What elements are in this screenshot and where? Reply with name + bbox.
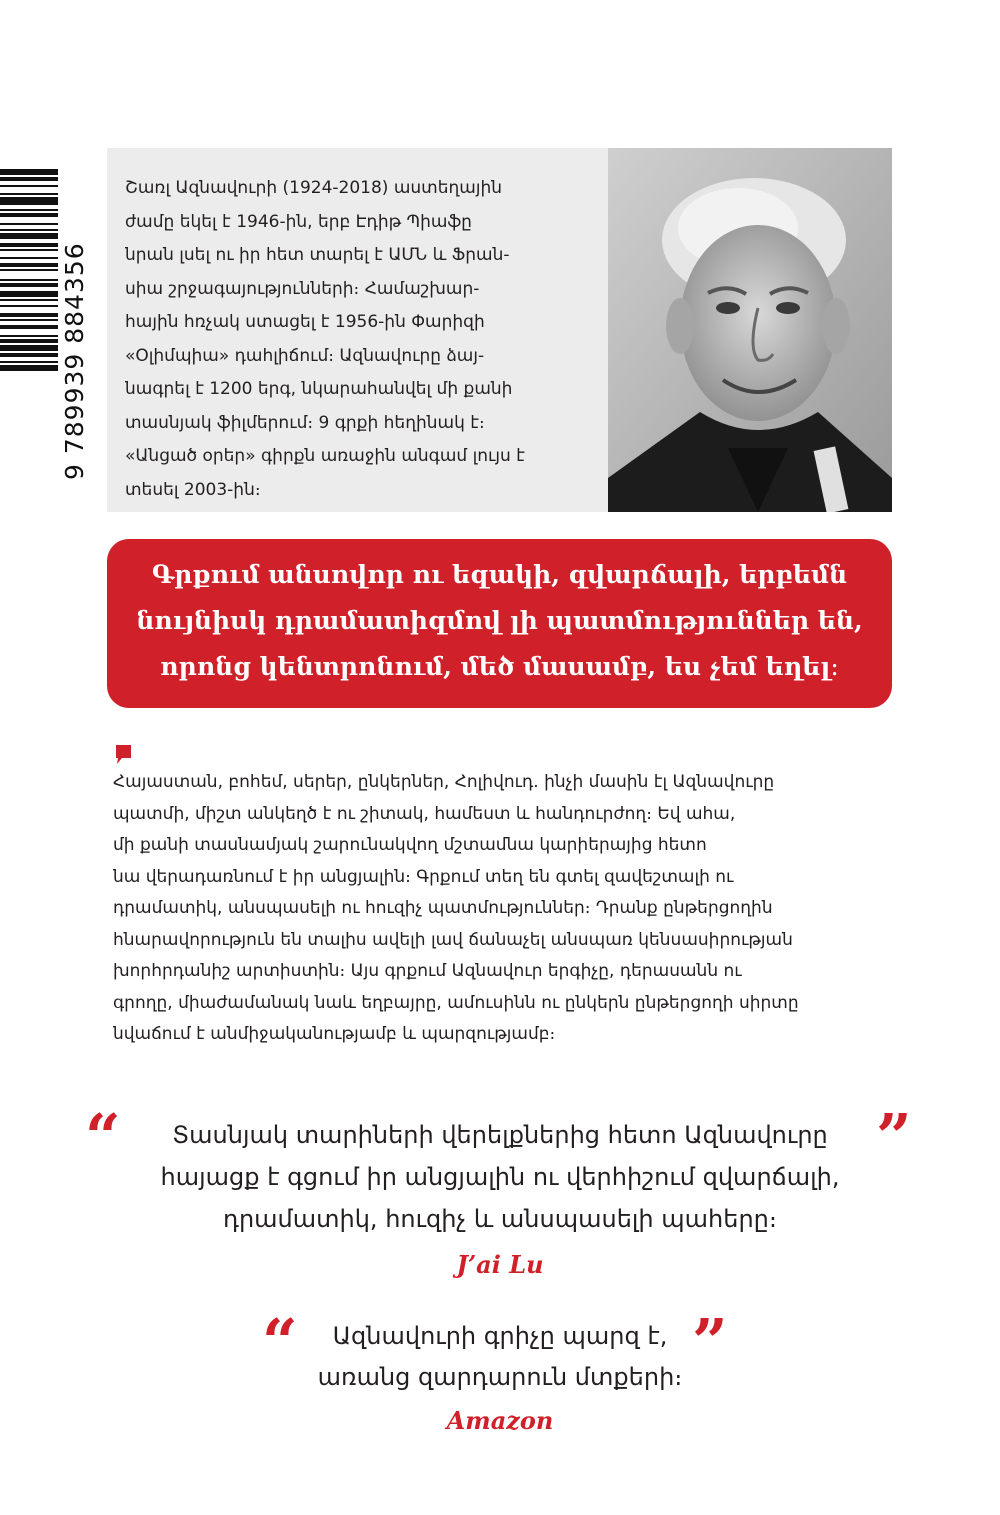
barcode-bar: [0, 263, 58, 267]
description-line: դրամատիկ, անսպասելի ու հուզիչ պատմություններ։ Դրանք ընթերցողին: [113, 898, 773, 918]
barcode-bar: [0, 209, 58, 211]
barcode-bar: [0, 353, 58, 357]
barcode-bar: [0, 197, 58, 205]
description-line: նա վերադառնում է իր անցյալին։ Գրքում տեղ են գտել զավեշտալի ու: [113, 866, 734, 887]
description-line: Հայաստան, բոհեմ, սերեր, ընկերներ, Հոլիվուդ. ինչի մասին էլ Ազնավուրը: [113, 772, 775, 792]
barcode-bar: [0, 223, 58, 225]
barcode-bar: [0, 283, 58, 287]
barcode-bar: [0, 361, 58, 363]
quote-line: Ազնավուրի գրիչը պարզ է,: [332, 1322, 668, 1350]
barcode-bar: [0, 249, 58, 251]
barcode-bar: [0, 365, 58, 371]
isbn-barcode: [0, 165, 96, 480]
barcode-bar: [0, 257, 58, 259]
banner-line: նույնիսկ դրամատիզմով լի պատմություններ են,: [136, 606, 863, 635]
quote-line: հայացք է գցում իր անցյալին ու վերհիշում զվարճալի,: [160, 1163, 840, 1191]
barcode-bar: [0, 229, 58, 231]
bio-line: «Օլիմպիա» դահլիճում։ Ազնավուրը ձայ-: [125, 345, 485, 366]
barcode-bar: [0, 305, 58, 307]
author-bio-panel: [107, 148, 892, 512]
quote-source: J’ai Lu: [456, 1250, 544, 1279]
barcode-bar: [0, 233, 58, 239]
highlight-quote-banner: [107, 539, 892, 708]
quote-line: Տասնյակ տարիների վերելքներից հետո Ազնավուրը: [172, 1121, 828, 1149]
open-quote-mark: “: [85, 1100, 121, 1173]
quote-line: առանց զարդարուն մտքերի։: [317, 1363, 683, 1391]
barcode-bar: [0, 319, 58, 321]
barcode-bar: [0, 313, 58, 317]
banner-line: որոնց կենտրոնում, մեծ մասամբ, ես չեմ եղել։: [160, 652, 839, 681]
bio-line: Շառլ Ազնավուրի (1924-2018) աստեղային: [125, 178, 503, 198]
barcode-bars: [0, 165, 60, 465]
barcode-bar: [0, 335, 58, 337]
bio-line: սիա շրջագայությունների։ Համաշխար-: [125, 278, 480, 299]
description-line: մի քանի տասնամյակ շարունակվող մշտամնա կարիերայից հետո: [113, 835, 707, 855]
close-quote-mark: ”: [876, 1100, 912, 1173]
bio-line: տեսել 2003-ին։: [125, 479, 261, 500]
speech-bubble-icon: [116, 745, 132, 769]
description-line: գրողը, միաժամանակ նաև եղբայրը, ամուսինն ու ընկերն ընթերցողի սիրտը: [113, 992, 799, 1013]
quote-line: դրամատիկ, հուզիչ և անսպասելի պահերը։: [223, 1205, 777, 1233]
bio-line: նագրել է 1200 երգ, նկարահանվել մի քանի: [125, 379, 513, 399]
description-line: հնարավորություն են տալիս ավելի լավ ճանաչել անսպառ կենսասիրության: [113, 929, 793, 950]
barcode-digits: 9 789939 884356: [60, 242, 89, 480]
barcode-bar: [0, 213, 58, 217]
barcode-bar: [0, 169, 58, 175]
banner-line: Գրքում անսովոր ու եզակի, զվարճալի, երբեմն: [151, 560, 848, 589]
barcode-bar: [0, 299, 58, 301]
barcode-bar: [0, 243, 58, 247]
close-quote-mark: ”: [692, 1305, 728, 1378]
barcode-bar: [0, 177, 58, 181]
bio-line: «Անցած օրեր» գիրքն առաջին անգամ լույս է: [125, 446, 525, 466]
bio-line: նրան լսել ու իր հետ տարել է ԱՄՆ և Ֆրան-: [125, 245, 510, 265]
bio-line: տասնյակ ֆիլմերում։ 9 գրքի հեղինակ է։: [125, 412, 485, 433]
barcode-bar: [0, 269, 58, 271]
barcode-bar: [0, 185, 58, 187]
open-quote-mark: “: [262, 1305, 298, 1378]
bio-line: հային հռչակ ստացել է 1956-ին Փարիզի: [125, 312, 485, 332]
barcode-bar: [0, 193, 58, 195]
description-line: նվաճում է անմիջականությամբ և պարզությամբ։: [113, 1024, 556, 1044]
barcode-bar: [0, 345, 58, 351]
barcode-bar: [0, 325, 58, 329]
barcode-bar: [0, 279, 58, 281]
quote-source: Amazon: [446, 1406, 554, 1435]
author-bio-text: [125, 172, 601, 507]
bio-line: ժամը եկել է 1946-ին, երբ Էդիթ Պիաֆը: [125, 211, 472, 232]
barcode-bar: [0, 339, 58, 343]
barcode-bar: [0, 291, 58, 297]
book-description: [113, 767, 891, 1051]
description-line: խորհրդանիշ արտիստին։ Այս գրքում Ազնավուր երգիչը, դերասանն ու: [113, 961, 742, 981]
author-portrait-photo: [608, 148, 892, 512]
description-line: պատմի, միշտ անկեղծ է ու շիտակ, համեստ և հանդուրժող։ Եվ ահա,: [113, 803, 736, 824]
